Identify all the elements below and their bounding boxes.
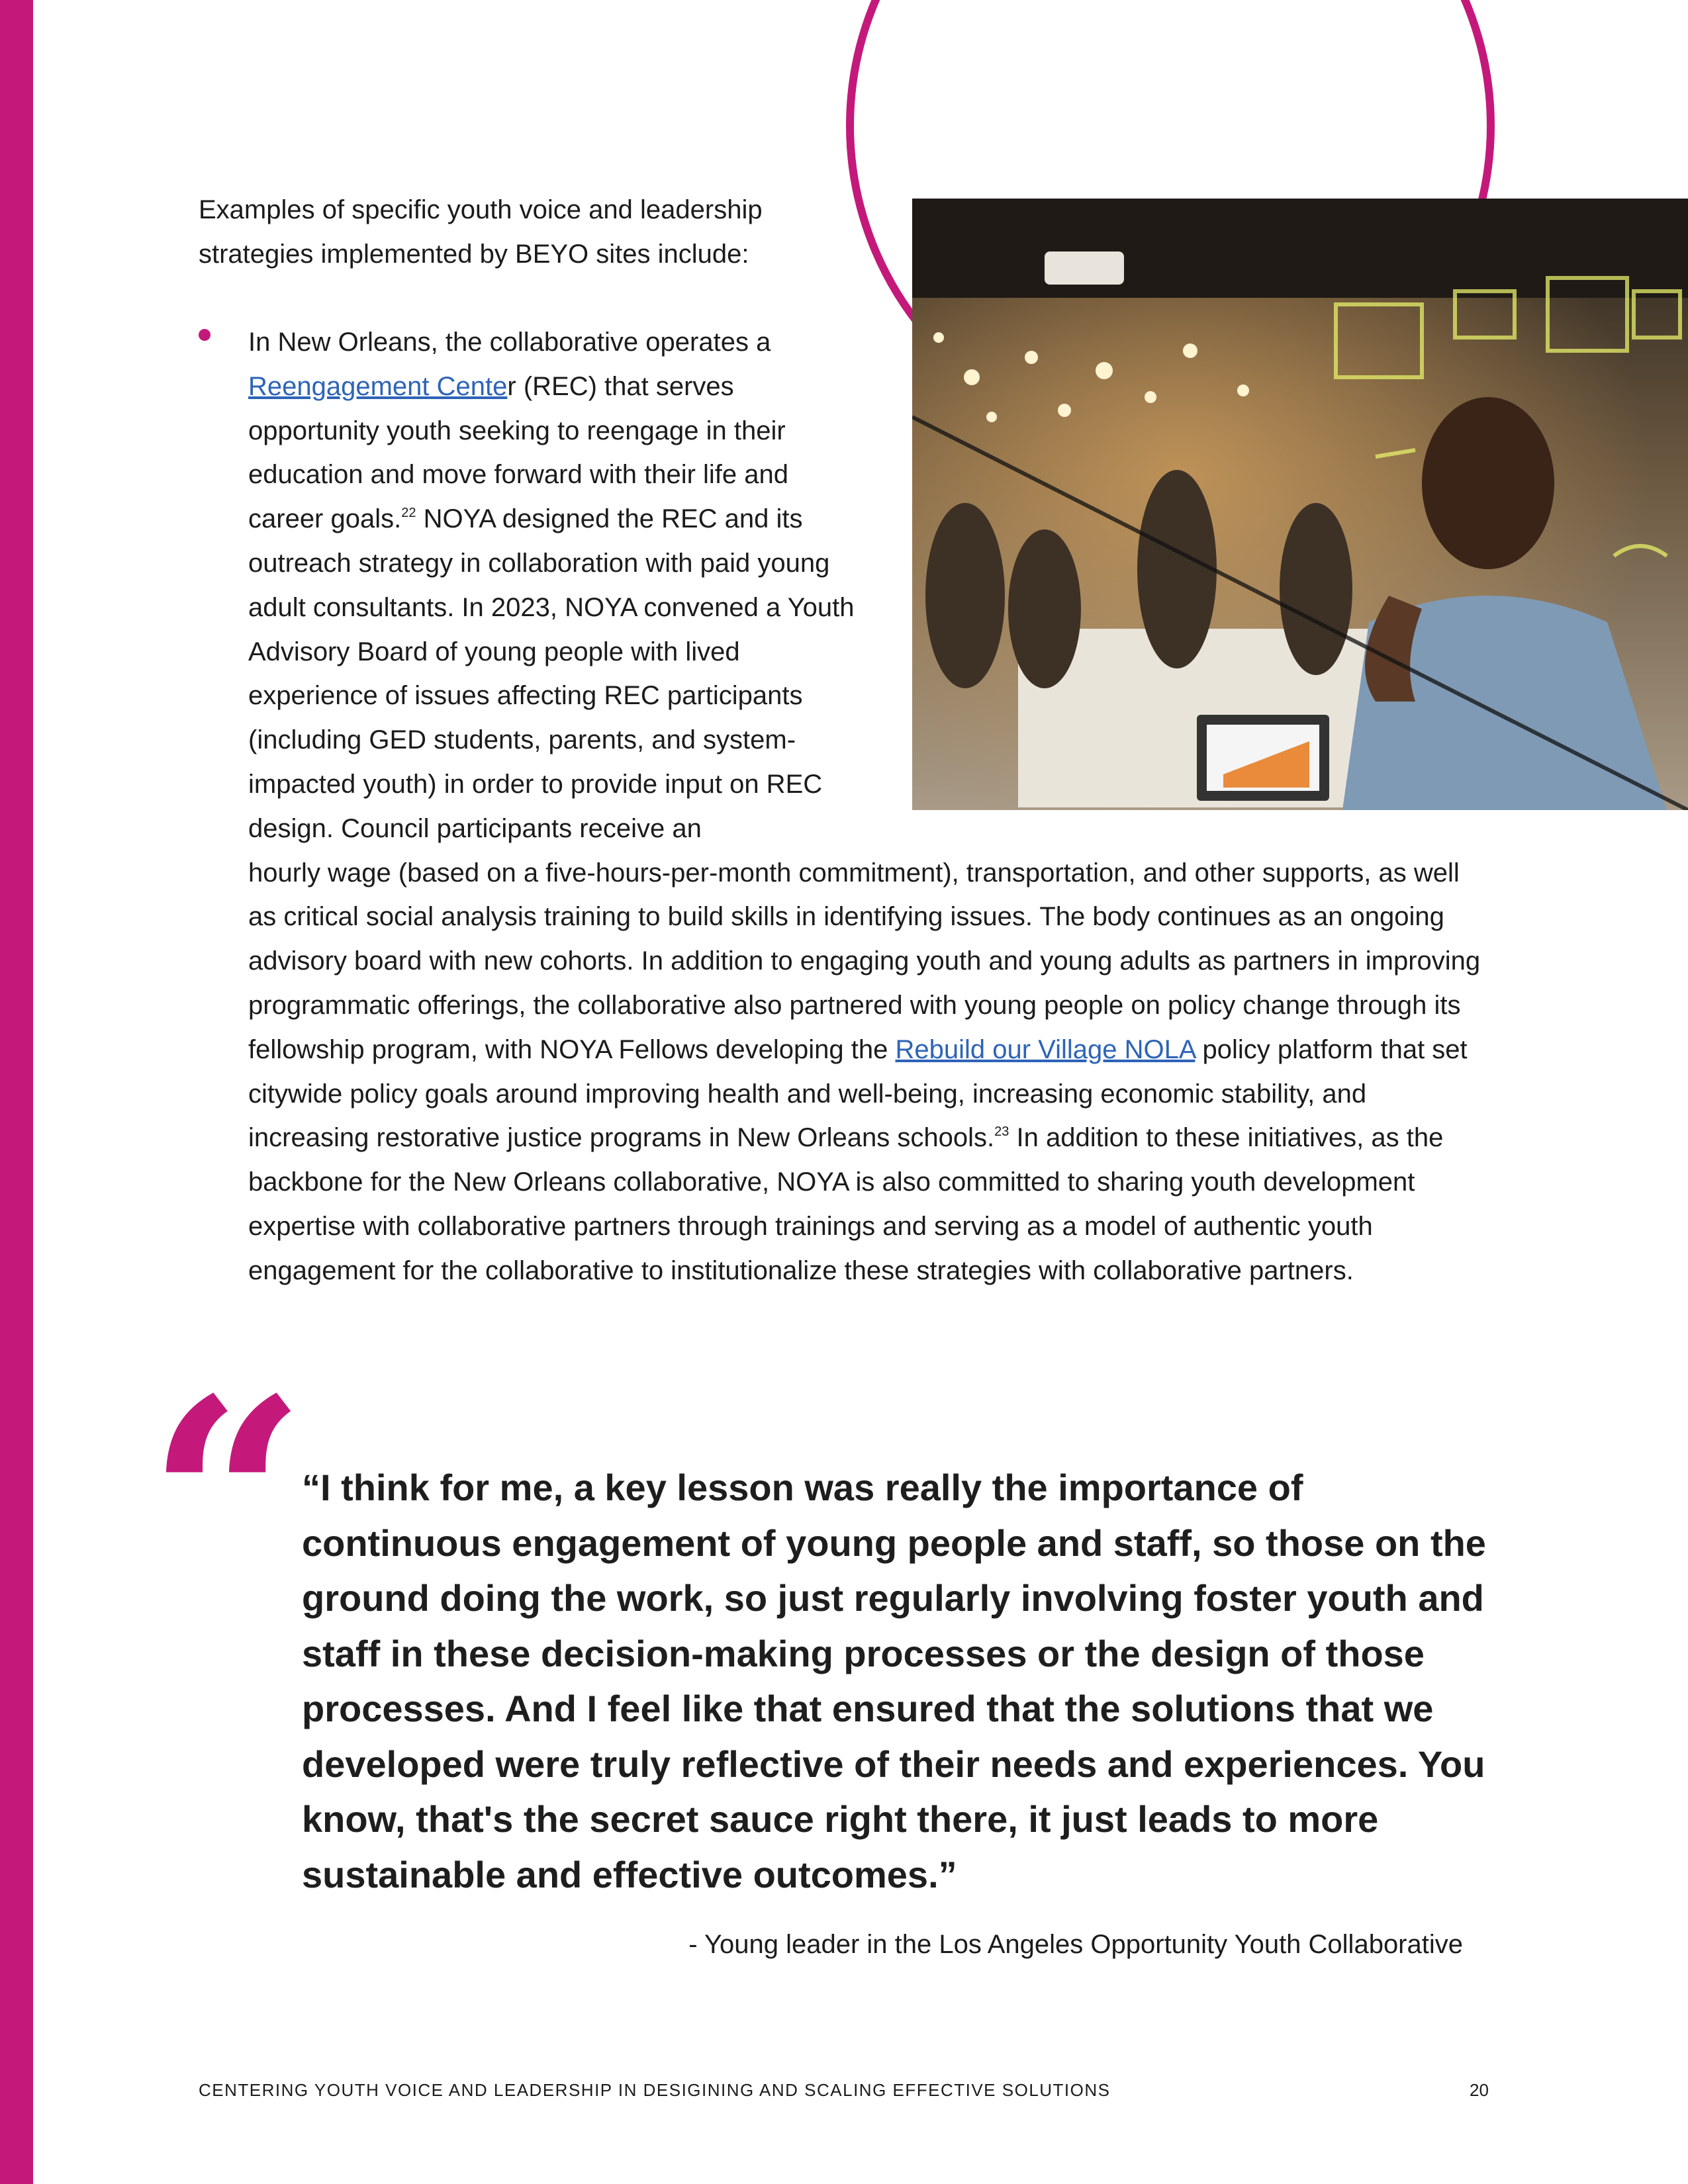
accent-sidebar-bar [0, 0, 33, 2184]
footnote-ref[interactable]: 23 [994, 1124, 1009, 1140]
page-number: 20 [1470, 2080, 1489, 2100]
paragraph-text: In addition to these initiatives, as the backbone for the New Orleans collaborative, NOYA is also committed to sharing youth development expertise with collaborative partners through trainings and serving as a model of authentic youth engagement for the collaborative to institutionalize these strategies with collaborative partners. [248, 1123, 1444, 1285]
rebuild-our-village-link[interactable]: Rebuild our Village NOLA [895, 1034, 1196, 1064]
paragraph-wrapped-part [248, 320, 870, 851]
bullet-paragraph [248, 320, 1493, 1293]
quote-mark-icon: “ [147, 1339, 307, 1665]
footer-title: CENTERING YOUTH VOICE AND LEADERSHIP IN DESIGINING AND SCALING EFFECTIVE SOLUTIONS [199, 2080, 1111, 2100]
paragraph-text: In New Orleans, the collaborative operates a [248, 328, 771, 357]
footnote-ref[interactable]: 22 [401, 505, 416, 520]
paragraph-text: r (REC) that serves opportunity youth seeking to reengage in their education and move forward with their life and career goals. [248, 371, 789, 534]
pull-quote: “I think for me, a key lesson was really the importance of continuous engagement of young people and staff, so those on the ground doing the work, so just regularly involving foster youth and staff in these decision-making processes or the design of those processes. And I feel like that ensured that the solutions that we developed were truly reflective of their needs and experiences. You know, that's the secret sauce right there, it just leads to more sustainable and effective outcomes.” [302, 1467, 1486, 1895]
paragraph-text: policy platform that set citywide policy goals around improving health and well-being, increasing economic stability, and increasing restorative justice programs in New Orleans schools. [248, 1034, 1468, 1153]
bullet-marker [199, 329, 211, 341]
reengagement-center-link[interactable]: Reengagement Cente [248, 371, 508, 401]
intro-paragraph: Examples of specific youth voice and leadership strategies implemented by BEYO sites include: [199, 195, 763, 269]
paragraph-text: hourly wage (based on a five-hours-per-month commitment), transportation, and other supports, as well as critical social analysis training to build skills in identifying issues. The body continues as an ongoing advisory board with new cohorts. In addition to engaging youth and young adults as partners in improving programmatic offerings, the collaborative also partnered with young people on policy change through its fellowship program, with NOYA Fellows developing the [248, 858, 1481, 1064]
quote-attribution: - Young leader in the Los Angeles Opportunity Youth Collaborative [688, 1930, 1463, 1959]
paragraph-text: NOYA designed the REC and its outreach strategy in collaboration with paid young adult consultants. In 2023, NOYA convened a Youth Advisory Board of young people with lived experience of issues affecting REC participants (including GED students, parents, and system-impacted youth) in order to provide input on REC design. Council participants receive an [248, 504, 855, 843]
